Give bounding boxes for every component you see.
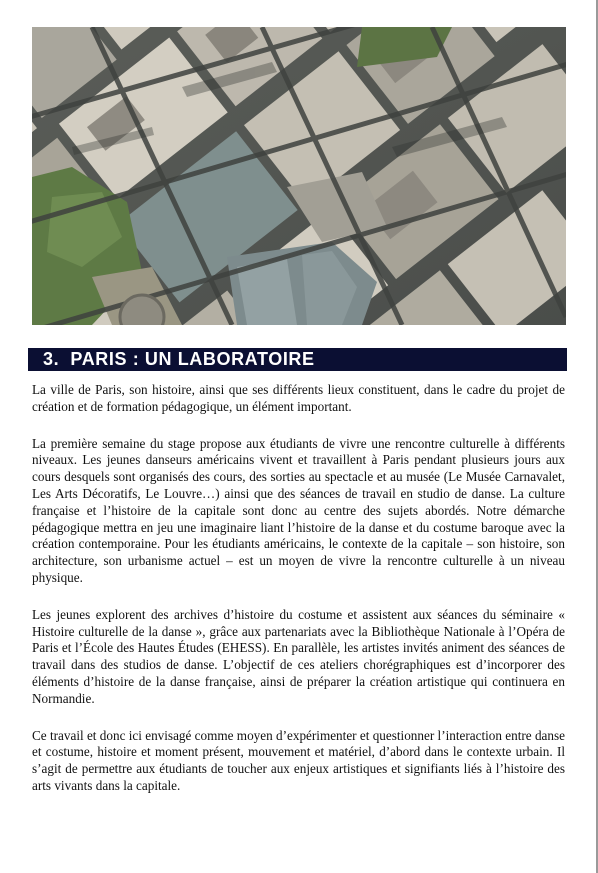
paragraph-intro: La ville de Paris, son histoire, ainsi que ses différents lieux constituent, dans le cadre du projet de création et de formation pédagogique, un élément important. bbox=[32, 382, 565, 414]
section-title bbox=[43, 349, 315, 370]
section-number: 3. bbox=[43, 349, 60, 369]
section-title-text: PARIS : UN LABORATOIRE bbox=[70, 349, 315, 369]
paragraph-first-week: La première semaine du stage propose aux étudiants de vivre une rencontre culturelle à différents niveaux. Les jeunes danseurs américains vivent et travaillent à Paris pendant plusieurs jours aux cours desquels sont organisés des cours, des sorties au spectacle et au musée (Le Musée Carnavalet, Les Arts Décoratifs, Le Louvre…) ainsi que des séances de travail en studio de danse. La culture française et l’histoire de la capitale sont donc au centre des sujets abordés. Notre démarche pédagogique mettra en jeu une imaginaire liant l’histoire de la danse et du costume baroque avec la création contemporaine. Pour les étudiants américains, le contexte de la capitale – son histoire, son architecture, son urbanisme actuel – est un moyen de vivre la rencontre culturelle à un niveau physique. bbox=[32, 435, 565, 585]
section-header bbox=[28, 348, 567, 371]
aerial-photo-paris bbox=[32, 27, 566, 325]
paragraph-archives: Les jeunes explorent des archives d’histoire du costume et assistent aux séances du séminaire « Histoire culturelle de la danse », grâce aux partenariats avec la Bibliothèque Nationale à l’Opéra de Paris et l’École des Hautes Études (EHESS). En parallèle, les artistes invités animent des séances de travail dans des studios de danse. L’objectif de ces ateliers chorégraphiques est d’incorporer des éléments d’histoire de la danse française, ainsi de préparer la création artistique qui continuera en Normandie. bbox=[32, 606, 565, 706]
paragraph-conclusion: Ce travail et donc ici envisagé comme moyen d’expérimenter et questionner l’interaction entre danse et costume, histoire et moment présent, mouvement et matériel, d’abord dans le contexte urbain. Il s’agit de permettre aux étudiants de toucher aux enjeux artistiques et signifiants liés à l’histoire des arts vivants dans la capitale. bbox=[32, 727, 565, 793]
body-text bbox=[32, 382, 565, 815]
